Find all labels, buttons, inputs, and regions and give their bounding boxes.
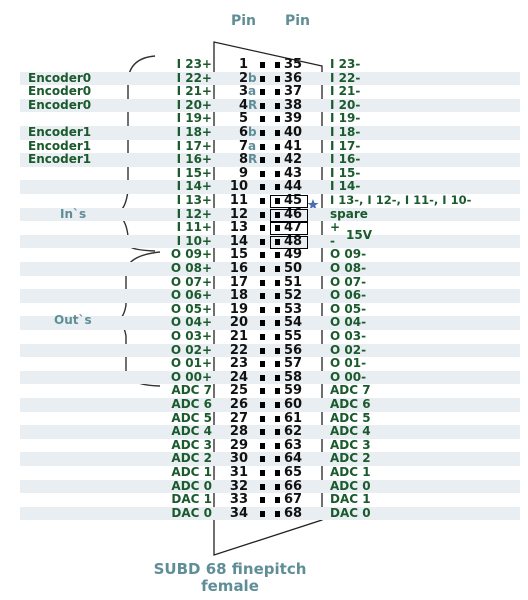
signal-label-left: O 04+ — [170, 315, 212, 330]
pin-number-right: 47 — [284, 220, 303, 236]
signal-label-left: I 20+ — [176, 97, 212, 112]
signal-label-right: I 13-, I 12-, I 11-, I 10- — [330, 193, 472, 207]
pin-contact — [275, 375, 280, 381]
connector-title-line2: female — [201, 577, 259, 595]
encoder-channel: b — [248, 70, 257, 85]
pin-number-left: 9 — [238, 165, 248, 181]
pin-number-right: 68 — [284, 505, 303, 521]
pin-contact — [260, 212, 265, 218]
pin-number-left: 31 — [229, 465, 248, 480]
pin-number-right: 58 — [284, 369, 303, 385]
pin-number-left: 14 — [229, 233, 248, 249]
pin-header-left: Pin — [231, 13, 257, 29]
pin-contact — [275, 456, 280, 462]
signal-label-right: ADC 1 — [330, 465, 371, 479]
pin-number-right: 63 — [284, 437, 303, 453]
pin-number-left: 17 — [229, 274, 248, 290]
pin-number-left: 15 — [229, 247, 248, 263]
pin-number-right: 40 — [284, 125, 303, 140]
pin-number-right: 42 — [284, 152, 303, 168]
pin-number-left: 23 — [229, 356, 248, 372]
signal-label-left: ADC 7 — [171, 383, 212, 398]
signal-label-left: I 15+ — [176, 165, 212, 180]
connector-title — [150, 561, 310, 595]
pin-number-right: 62 — [284, 424, 303, 440]
pin-number-left: 32 — [229, 478, 248, 494]
pin-number-left: 30 — [229, 451, 248, 467]
pin-number-left: 34 — [229, 505, 248, 521]
pin-contact — [260, 280, 265, 286]
pin-contact — [260, 388, 265, 394]
signal-label-left: I 13+ — [176, 193, 212, 207]
signal-label-right: I 14- — [330, 179, 361, 194]
pin-number-right: 60 — [284, 397, 303, 412]
signal-label-left: O 05+ — [170, 301, 212, 316]
signal-label-left: I 16+ — [176, 152, 212, 167]
pin-contact — [260, 157, 265, 163]
pin-contact — [260, 198, 265, 204]
pin-number-right: 41 — [284, 138, 303, 154]
pin-contact — [260, 252, 265, 258]
pin-number-left: 29 — [229, 437, 248, 453]
row-stripe — [20, 398, 520, 412]
row-stripe — [20, 452, 520, 466]
signal-label-right: + — [330, 220, 341, 235]
pin-number-right: 65 — [284, 465, 303, 480]
pin-contact — [260, 334, 265, 340]
pin-number-left: 22 — [229, 342, 248, 358]
pin-number-left: 7 — [238, 138, 248, 154]
encoder-channel: R — [248, 97, 258, 112]
pin-contact — [275, 76, 280, 82]
row-stripe — [20, 289, 520, 303]
pin-contact — [260, 307, 265, 313]
pin-number-right: 53 — [284, 301, 303, 317]
pin-contact — [275, 103, 280, 109]
connector-title-line1: SUBD 68 finepitch — [153, 560, 307, 578]
signal-label-right: I 15- — [330, 165, 361, 180]
pin-contact — [260, 144, 265, 150]
pin-number-left: 24 — [229, 369, 248, 385]
pin-number-right: 45 — [284, 193, 303, 208]
signal-label-right: O 01- — [330, 356, 367, 371]
signal-label-left: DAC 1 — [171, 492, 212, 507]
row-stripe — [20, 507, 520, 521]
signal-label-right: O 05- — [330, 301, 367, 316]
signal-label-left: I 10+ — [176, 233, 212, 248]
signal-label-right: O 09- — [330, 247, 367, 262]
signal-label-left: I 23+ — [176, 57, 212, 71]
pin-contact — [260, 103, 265, 109]
row-stripe — [20, 99, 520, 113]
row-stripe — [20, 262, 520, 276]
signal-label-right: ADC 3 — [330, 437, 371, 452]
pin-contact — [275, 130, 280, 136]
pin-number-left: 25 — [229, 383, 248, 399]
row-stripe — [20, 344, 520, 358]
signal-label-left: O 02+ — [170, 342, 212, 357]
pin-contact — [275, 280, 280, 286]
pin-contact — [260, 320, 265, 326]
pin-number-left: 11 — [229, 193, 248, 208]
signal-label-left: O 01+ — [170, 356, 212, 371]
signal-label-right: I 16- — [330, 152, 361, 167]
pin-contact — [275, 388, 280, 394]
signal-label-left: I 12+ — [176, 206, 212, 221]
signal-label-left: ADC 2 — [171, 451, 212, 466]
pin-contact — [275, 320, 280, 326]
signal-label-left: ADC 0 — [171, 478, 212, 493]
signal-label-right: ADC 6 — [330, 397, 371, 411]
pin-contact — [260, 225, 265, 231]
pin-contact — [275, 511, 280, 517]
signal-label-right: I 21- — [330, 84, 361, 99]
pin-contact — [275, 116, 280, 122]
pin-number-right: 38 — [284, 97, 303, 113]
pin-number-left: 19 — [229, 301, 248, 317]
signal-label-left: I 18+ — [176, 125, 212, 139]
pin-contact — [260, 402, 265, 408]
pin-contact — [260, 130, 265, 136]
pin-contact — [275, 484, 280, 490]
supply-voltage-label: 15V — [346, 228, 372, 242]
pin-number-left: 28 — [229, 424, 248, 440]
pin-number-right: 39 — [284, 111, 303, 127]
signal-label-left: ADC 3 — [171, 437, 212, 452]
row-stripe — [20, 316, 520, 330]
pin-number-right: 43 — [284, 165, 303, 181]
row-stripe — [20, 371, 520, 385]
pin-contact — [275, 416, 280, 422]
pin-contact — [260, 511, 265, 517]
pin-contact — [260, 62, 265, 68]
pin-contact — [275, 497, 280, 503]
pin-number-right: 36 — [284, 70, 303, 86]
pin-number-right: 67 — [284, 492, 303, 508]
signal-label-left: O 09+ — [170, 247, 212, 262]
pin-number-right: 46 — [284, 206, 303, 222]
signal-label-left: ADC 4 — [171, 424, 212, 439]
signal-label-left: I 21+ — [176, 84, 212, 99]
signal-label-left: I 14+ — [176, 179, 212, 194]
signal-label-right: O 08- — [330, 261, 367, 275]
pin-contact — [275, 348, 280, 354]
signal-label-right: ADC 7 — [330, 383, 371, 398]
signal-label-right: ADC 2 — [330, 451, 371, 466]
pin-number-left: 21 — [229, 329, 248, 344]
signal-label-right: I 22- — [330, 70, 361, 85]
pin-number-left: 16 — [229, 261, 248, 276]
signal-label-right: I 20- — [330, 97, 361, 112]
pin-number-right: 55 — [284, 329, 303, 344]
signal-label-left: I 19+ — [176, 111, 212, 126]
encoder-label: Encoder1 — [28, 152, 92, 167]
pin-contact — [260, 429, 265, 435]
pin-number-right: 48 — [284, 233, 303, 249]
signal-label-left: O 07+ — [170, 274, 212, 289]
signal-label-left: O 06+ — [170, 288, 212, 303]
signal-label-left: I 22+ — [176, 70, 212, 85]
pin-contact — [275, 470, 280, 476]
pin-number-right: 50 — [284, 261, 303, 276]
signal-label-left: ADC 5 — [171, 410, 212, 425]
pin-contact — [260, 361, 265, 367]
pin-contact — [275, 307, 280, 313]
pin-number-left: 10 — [229, 179, 248, 195]
pin-contact — [275, 361, 280, 367]
signal-label-right: spare — [330, 206, 368, 221]
pin-number-left: 8 — [238, 152, 248, 168]
pin-contact — [260, 375, 265, 381]
pin-contact — [275, 62, 280, 68]
row-stripe — [20, 480, 520, 494]
pin-contact — [260, 89, 265, 95]
pin-number-right: 57 — [284, 356, 303, 372]
pin-number-right: 44 — [284, 179, 303, 195]
row-stripe — [20, 180, 520, 194]
encoder-label: Encoder0 — [28, 97, 92, 112]
row-stripe — [20, 425, 520, 439]
signal-label-right: O 07- — [330, 274, 367, 289]
signal-label-right: - — [330, 233, 335, 248]
signal-label-right: ADC 5 — [330, 410, 371, 425]
pin-contact — [260, 239, 265, 245]
encoder-channel: a — [248, 138, 257, 153]
pin-number-right: 52 — [284, 288, 303, 304]
pin-number-left: 2 — [238, 70, 248, 86]
signal-label-left: ADC 1 — [171, 465, 212, 479]
encoder-label: Encoder1 — [28, 125, 92, 139]
signal-label-right: I 18- — [330, 125, 361, 139]
pin-contact — [275, 266, 280, 272]
row-stripe — [20, 72, 520, 86]
pin-number-right: 66 — [284, 478, 303, 494]
pin-contact — [260, 116, 265, 122]
pin-number-right: 61 — [284, 410, 303, 426]
pin-contact — [260, 484, 265, 490]
signal-label-left: O 03+ — [170, 329, 212, 343]
signal-label-left: O 08+ — [170, 261, 212, 275]
group-label-outs: Out`s — [54, 313, 92, 327]
pin-contact — [260, 348, 265, 354]
pin-number-left: 12 — [229, 206, 248, 222]
row-stripe — [20, 153, 520, 167]
signal-label-right: ADC 4 — [330, 424, 371, 439]
pin-contact — [275, 184, 280, 190]
pin-number-left: 6 — [238, 125, 248, 140]
pin-number-left: 20 — [229, 315, 248, 331]
signal-label-left: I 17+ — [176, 138, 212, 153]
signal-label-right: I 23- — [330, 57, 361, 71]
pin-number-left: 4 — [238, 97, 248, 113]
signal-label-right: O 04- — [330, 315, 367, 330]
pin-number-right: 51 — [284, 274, 303, 290]
signal-label-right: O 00- — [330, 369, 367, 384]
group-label-ins: In`s — [60, 207, 87, 221]
signal-label-right: DAC 0 — [330, 505, 371, 520]
pin-number-left: 18 — [229, 288, 248, 304]
pin-number-right: 56 — [284, 342, 303, 358]
signal-label-left: ADC 6 — [171, 397, 212, 411]
pin-contact — [275, 443, 280, 449]
pin-number-left: 27 — [229, 410, 248, 426]
pin-number-left: 1 — [238, 57, 248, 72]
encoder-label: Encoder0 — [28, 84, 92, 99]
row-stripe — [20, 126, 520, 140]
signal-label-right: I 19- — [330, 111, 361, 126]
pin-contact — [260, 497, 265, 503]
pin-number-right: 64 — [284, 451, 303, 467]
pin-contact — [260, 184, 265, 190]
signal-label-left: DAC 0 — [171, 505, 212, 520]
pin-contact — [275, 157, 280, 163]
signal-label-right: DAC 1 — [330, 492, 371, 507]
pin-contact — [260, 456, 265, 462]
pin-contact — [275, 144, 280, 150]
pin-number-left: 5 — [238, 111, 248, 127]
signal-label-left: I 11+ — [176, 220, 212, 235]
pin-contact — [260, 416, 265, 422]
pin-contact — [260, 293, 265, 299]
pin-contact — [260, 76, 265, 82]
pin-number-left: 13 — [229, 220, 248, 236]
pin-number-right: 35 — [284, 57, 303, 72]
pin-contact — [275, 252, 280, 258]
pin-number-right: 54 — [284, 315, 303, 331]
signal-label-right: O 03- — [330, 329, 367, 343]
pin-contact — [260, 171, 265, 177]
pin-number-left: 33 — [229, 492, 248, 508]
pin-contact — [260, 266, 265, 272]
pin-number-right: 59 — [284, 383, 303, 399]
pin-contact — [275, 171, 280, 177]
pin-number-right: 49 — [284, 247, 303, 263]
pin-header-right: Pin — [285, 13, 311, 29]
pin-contact — [260, 470, 265, 476]
pin-number-left: 3 — [238, 84, 248, 100]
pin-contact — [275, 429, 280, 435]
pin-contact — [275, 89, 280, 95]
pin-contact — [275, 402, 280, 408]
pin-contact — [260, 443, 265, 449]
pin-number-right: 37 — [284, 84, 303, 100]
signal-label-right: O 02- — [330, 342, 367, 357]
encoder-channel: a — [248, 84, 257, 99]
pin-number-left: 26 — [229, 397, 248, 412]
encoder-channel: R — [248, 152, 258, 167]
signal-label-left: O 00+ — [170, 369, 212, 384]
signal-label-right: ADC 0 — [330, 478, 371, 493]
pin-contact — [275, 334, 280, 340]
pin-contact — [275, 293, 280, 299]
encoder-label: Encoder1 — [28, 138, 92, 153]
encoder-label: Encoder0 — [28, 70, 92, 85]
signal-label-right: O 06- — [330, 288, 367, 303]
encoder-channel: b — [248, 125, 257, 139]
signal-label-right: I 17- — [330, 138, 361, 153]
